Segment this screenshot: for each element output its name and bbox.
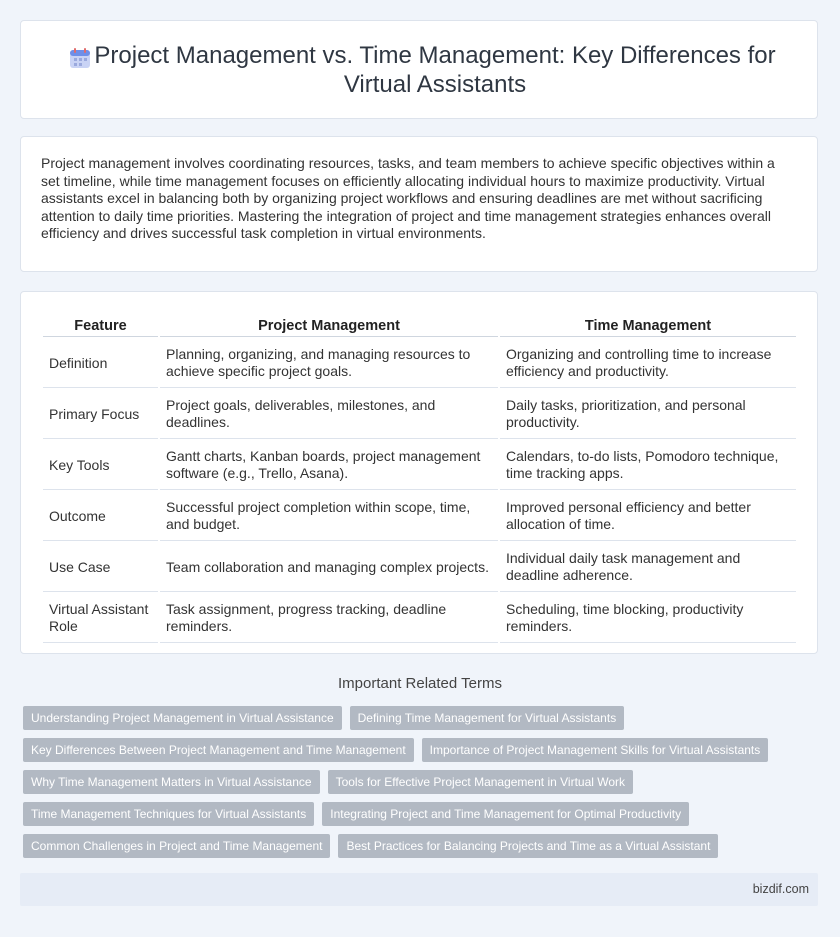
project-management-cell: Project goals, deliverables, milestones, and deadlines. <box>160 390 498 439</box>
table-row <box>43 594 796 643</box>
related-term-link[interactable]: Why Time Management Matters in Virtual Assistance <box>23 770 320 794</box>
related-term-link[interactable]: Defining Time Management for Virtual Assistants <box>350 706 625 730</box>
project-management-cell: Successful project completion within scope, time, and budget. <box>160 492 498 541</box>
project-management-cell: Gantt charts, Kanban boards, project management software (e.g., Trello, Asana). <box>160 441 498 490</box>
related-term-link[interactable]: Key Differences Between Project Management and Time Management <box>23 738 414 762</box>
project-management-cell: Planning, organizing, and managing resources to achieve specific project goals. <box>160 339 498 388</box>
feature-cell: Primary Focus <box>43 390 158 439</box>
feature-cell: Outcome <box>43 492 158 541</box>
time-management-cell: Organizing and controlling time to increase efficiency and productivity. <box>500 339 796 388</box>
related-term-link[interactable]: Tools for Effective Project Management in Virtual Work <box>328 770 633 794</box>
related-term-link[interactable]: Time Management Techniques for Virtual Assistants <box>23 802 314 826</box>
project-management-cell: Task assignment, progress tracking, deadline reminders. <box>160 594 498 643</box>
column-header: Feature <box>43 314 158 337</box>
related-terms-list <box>23 706 813 866</box>
intro-card <box>20 136 818 272</box>
project-management-cell: Team collaboration and managing complex projects. <box>160 543 498 592</box>
related-term-link[interactable]: Understanding Project Management in Virtual Assistance <box>23 706 342 730</box>
feature-cell: Virtual Assistant Role <box>43 594 158 643</box>
tag-row <box>23 706 813 730</box>
feature-cell: Use Case <box>43 543 158 592</box>
time-management-cell: Individual daily task management and deadline adherence. <box>500 543 796 592</box>
related-term-link[interactable]: Importance of Project Management Skills for Virtual Assistants <box>422 738 769 762</box>
tag-row <box>23 802 813 826</box>
comparison-card <box>20 291 818 654</box>
table-row <box>43 390 796 439</box>
table-row <box>43 441 796 490</box>
table-header-row <box>43 314 796 337</box>
time-management-cell: Calendars, to-do lists, Pomodoro technique, time tracking apps. <box>500 441 796 490</box>
table-row <box>43 543 796 592</box>
footer-site-link[interactable]: bizdif.com <box>752 882 809 896</box>
time-management-cell: Scheduling, time blocking, productivity reminders. <box>500 594 796 643</box>
time-management-cell: Daily tasks, prioritization, and personal productivity. <box>500 390 796 439</box>
table-row <box>43 339 796 388</box>
related-term-link[interactable]: Best Practices for Balancing Projects and Time as a Virtual Assistant <box>338 834 718 858</box>
intro-text: Project management involves coordinating resources, tasks, and team members to achieve specific objectives within a set timeline, while time management focuses on efficiently allocating individual hours to maximize productivity. Virtual assistants excel in balancing both by organizing project workflows and ensuring deadlines are met without sacrificing attention to daily time priorities. Mastering the integration of project and time management strategies enhances overall efficiency and drives successful task completion in virtual environments. <box>41 155 775 241</box>
time-management-cell: Improved personal efficiency and better allocation of time. <box>500 492 796 541</box>
comparison-table <box>41 312 798 645</box>
header-card <box>20 20 818 119</box>
page-title: Project Management vs. Time Management: Key Differences for Virtual Assistants <box>94 41 776 98</box>
related-term-link[interactable]: Common Challenges in Project and Time Management <box>23 834 330 858</box>
tag-row <box>23 770 813 794</box>
related-term-link[interactable]: Integrating Project and Time Management for Optimal Productivity <box>322 802 689 826</box>
tag-row <box>23 738 813 762</box>
column-header: Project Management <box>160 314 498 337</box>
related-terms-heading: Important Related Terms <box>338 675 502 692</box>
feature-cell: Definition <box>43 339 158 388</box>
calendar-icon <box>69 47 91 69</box>
column-header: Time Management <box>500 314 796 337</box>
footer <box>20 873 818 906</box>
feature-cell: Key Tools <box>43 441 158 490</box>
tag-row <box>23 834 813 858</box>
table-row <box>43 492 796 541</box>
